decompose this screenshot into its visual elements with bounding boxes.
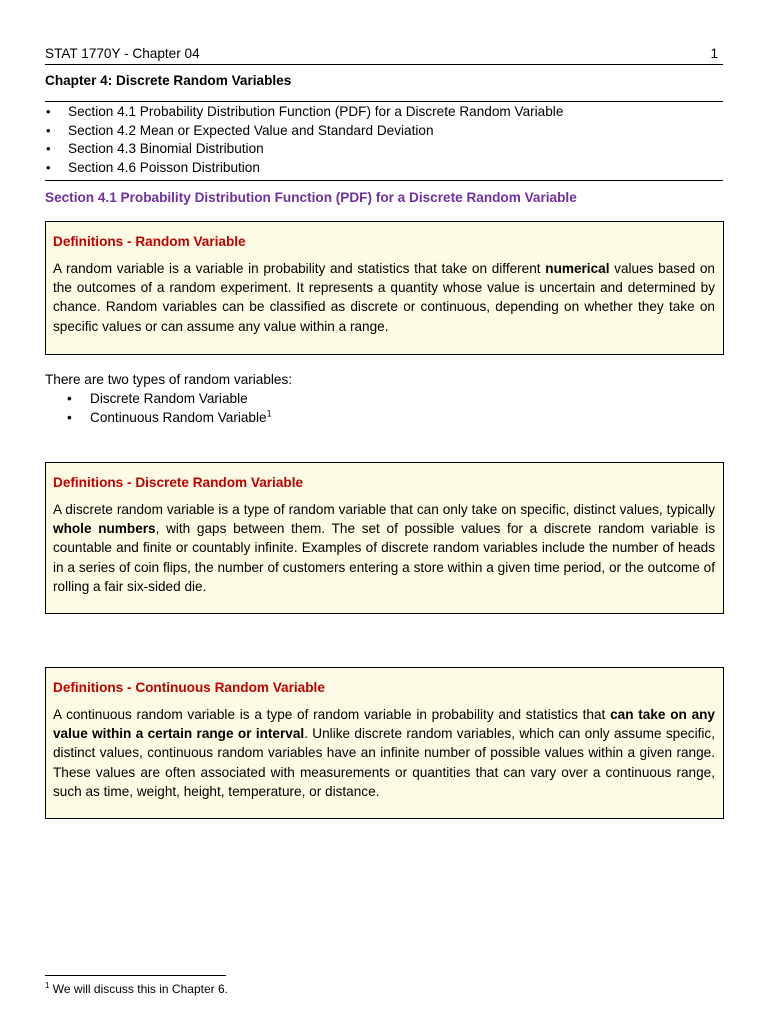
- footnote: [45, 982, 228, 997]
- definition-text-part: A discrete random variable is a type of random variable that can only take on specific, distinct values, typically: [53, 502, 715, 517]
- type-label: Continuous Random Variable: [90, 410, 267, 425]
- section-list-item: • Section 4.3 Binomial Distribution: [45, 140, 723, 159]
- definition-text: [53, 259, 715, 336]
- types-intro: There are two types of random variables:: [45, 372, 293, 387]
- types-list-item: [45, 408, 272, 427]
- definition-text: [53, 705, 715, 801]
- definition-box-random-variable: [45, 221, 724, 355]
- definition-emphasis: whole numbers: [53, 521, 156, 537]
- footnote-marker: 1: [45, 981, 50, 990]
- definition-title: Definitions - Discrete Random Variable: [53, 475, 304, 490]
- definition-text-part: . Unlike discrete random variables, which can only assume specific, distinct values, continuous random variables have an infinite number of possible values within a given range. These values are often associated with measurements or quantities that can vary over a continuous range, such as time, weight, height, temperature, or distance.: [53, 726, 715, 799]
- definition-emphasis: can take on any value within a certain range or interval: [53, 707, 715, 742]
- definition-text-part: values based on the outcomes of a random experiment. It represents a quantity whose value is uncertain and determined by chance. Random variables can be classified as discrete or continuous, depending on whether they take on specific values or can assume any value within a range.: [53, 261, 715, 334]
- definition-text-part: A continuous random variable is a type of random variable in probability and statistics that: [53, 707, 611, 722]
- definition-text: [53, 500, 715, 596]
- page-header: [45, 46, 723, 65]
- chapter-title: Chapter 4: Discrete Random Variables: [45, 73, 723, 102]
- section-list-item: • Section 4.2 Mean or Expected Value and Standard Deviation: [45, 122, 723, 141]
- footnote-ref: 1: [266, 408, 272, 419]
- footnote-divider: [45, 975, 226, 976]
- definition-title: Definitions - Random Variable: [53, 234, 246, 249]
- definition-title: Definitions - Continuous Random Variable: [53, 680, 325, 695]
- types-list: [45, 389, 272, 427]
- definition-text-part: , with gaps between them. The set of possible values for a discrete random variable is countable and finite or countably infinite. Examples of discrete random variables include the number of heads in a series of coin flips, the number of customers entering a store within a given time period, or the outcome of rolling a fair six-sided die.: [53, 521, 715, 594]
- section-list-item: • Section 4.1 Probability Distribution Function (PDF) for a Discrete Random Variable: [45, 103, 723, 122]
- section-heading: Section 4.1 Probability Distribution Function (PDF) for a Discrete Random Variable: [45, 190, 577, 205]
- definition-box-continuous: [45, 667, 724, 819]
- footnote-text: We will discuss this in Chapter 6.: [49, 982, 228, 996]
- page-number: 1: [710, 46, 718, 61]
- definition-emphasis: numerical: [545, 261, 610, 276]
- types-list-item: [45, 389, 272, 408]
- header-course: STAT 1770Y - Chapter 04: [45, 46, 200, 61]
- type-label: Discrete Random Variable: [90, 391, 248, 406]
- section-list-item: • Section 4.6 Poisson Distribution: [45, 159, 723, 178]
- definition-box-discrete: [45, 462, 724, 614]
- section-list: [45, 103, 723, 181]
- definition-text-part: A random variable is a variable in probability and statistics that take on different: [53, 261, 546, 276]
